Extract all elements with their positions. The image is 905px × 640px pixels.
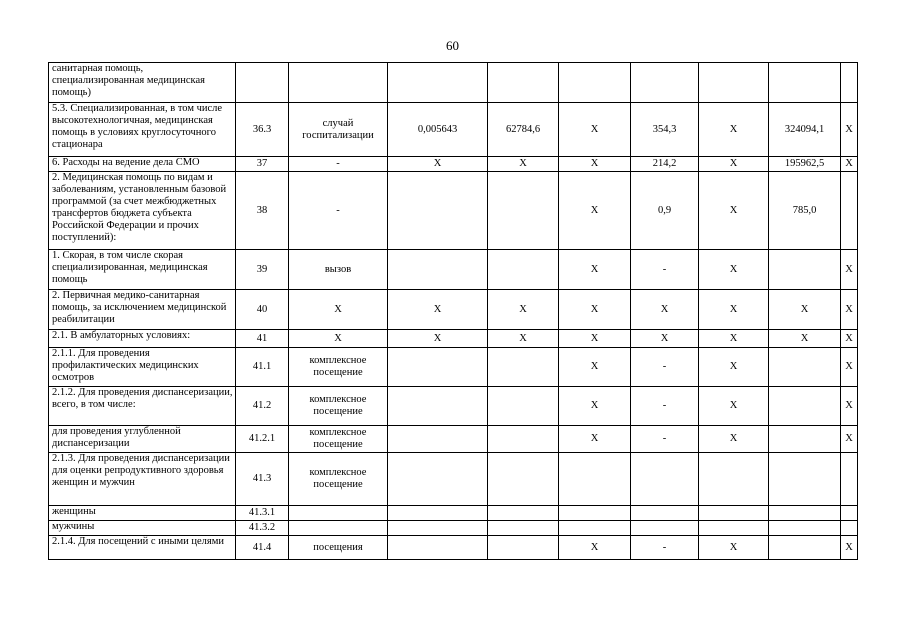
- cell-total-oms: [769, 453, 841, 506]
- cell-percap-budget: X: [559, 290, 631, 330]
- cell-percap-oms: [631, 63, 699, 103]
- cell-share: X: [841, 387, 858, 426]
- cell-cost-norm: X: [488, 330, 559, 348]
- cell-name: 2. Медицинская помощь по видам и заболеваниям, установленным базовой программой (за счет межбюджетных трансфертов бюджета субъекта Российской Федерации и прочих поступлений):: [49, 172, 236, 250]
- cell-percap-budget: X: [559, 157, 631, 172]
- table-row: [49, 157, 858, 172]
- cell-percap-oms: -: [631, 426, 699, 453]
- table-row: [49, 250, 858, 290]
- cell-name: 2.1. В амбулаторных условиях:: [49, 330, 236, 348]
- cell-total-budget: X: [699, 172, 769, 250]
- cell-unit: [289, 521, 388, 536]
- cell-volume-norm: [388, 172, 488, 250]
- cell-share: X: [841, 426, 858, 453]
- cell-row-code: 41.3.1: [236, 506, 289, 521]
- cell-percap-budget: X: [559, 250, 631, 290]
- cell-unit: X: [289, 290, 388, 330]
- table-row: [49, 63, 858, 103]
- cell-percap-oms: [631, 453, 699, 506]
- cell-row-code: 41: [236, 330, 289, 348]
- cell-unit: -: [289, 172, 388, 250]
- cell-unit: [289, 63, 388, 103]
- cell-percap-budget: X: [559, 387, 631, 426]
- cell-name: санитарная помощь, специализированная медицинская помощь): [49, 63, 236, 103]
- cell-percap-budget: X: [559, 103, 631, 157]
- cell-name: женщины: [49, 506, 236, 521]
- table-row: [49, 348, 858, 387]
- table-row: [49, 536, 858, 560]
- cell-total-oms: X: [769, 330, 841, 348]
- cell-name: 2.1.1. Для проведения профилактических медицинских осмотров: [49, 348, 236, 387]
- cell-total-oms: 195962,5: [769, 157, 841, 172]
- table-row: [49, 290, 858, 330]
- cell-name: 2.1.2. Для проведения диспансеризации, всего, в том числе:: [49, 387, 236, 426]
- cell-unit: -: [289, 157, 388, 172]
- cell-share: X: [841, 330, 858, 348]
- cell-total-oms: 324094,1: [769, 103, 841, 157]
- cell-total-oms: [769, 250, 841, 290]
- cell-unit: случай госпитализации: [289, 103, 388, 157]
- cell-share: X: [841, 157, 858, 172]
- cell-total-budget: X: [699, 103, 769, 157]
- cell-total-budget: X: [699, 387, 769, 426]
- cell-percap-oms: -: [631, 250, 699, 290]
- cell-total-oms: [769, 506, 841, 521]
- cell-cost-norm: [488, 387, 559, 426]
- cell-total-oms: [769, 63, 841, 103]
- cell-name: 2. Первичная медико-санитарная помощь, за исключением медицинской реабилитации: [49, 290, 236, 330]
- table-row: [49, 103, 858, 157]
- cell-percap-budget: [559, 521, 631, 536]
- cell-total-oms: 785,0: [769, 172, 841, 250]
- cell-share: [841, 63, 858, 103]
- cell-percap-oms: 214,2: [631, 157, 699, 172]
- cell-percap-budget: [559, 506, 631, 521]
- cell-percap-budget: X: [559, 330, 631, 348]
- cell-percap-budget: [559, 63, 631, 103]
- cell-percap-oms: 0,9: [631, 172, 699, 250]
- cell-cost-norm: [488, 536, 559, 560]
- cell-percap-budget: X: [559, 536, 631, 560]
- cell-total-oms: [769, 348, 841, 387]
- cell-row-code: 41.4: [236, 536, 289, 560]
- cell-volume-norm: [388, 521, 488, 536]
- cell-volume-norm: [388, 506, 488, 521]
- cell-share: X: [841, 103, 858, 157]
- cell-total-budget: X: [699, 536, 769, 560]
- cell-cost-norm: X: [488, 157, 559, 172]
- cell-row-code: 41.3.2: [236, 521, 289, 536]
- cell-row-code: 41.1: [236, 348, 289, 387]
- cell-percap-oms: X: [631, 290, 699, 330]
- cell-name: мужчины: [49, 521, 236, 536]
- cell-percap-budget: X: [559, 172, 631, 250]
- cell-total-oms: [769, 536, 841, 560]
- cell-unit: комплексное посещение: [289, 387, 388, 426]
- cell-unit: комплексное посещение: [289, 453, 388, 506]
- cell-unit: комплексное посещение: [289, 348, 388, 387]
- cell-cost-norm: [488, 506, 559, 521]
- cell-name: 2.1.3. Для проведения диспансеризации для оценки репродуктивного здоровья женщин и мужчин: [49, 453, 236, 506]
- table-row: [49, 330, 858, 348]
- cell-percap-oms: 354,3: [631, 103, 699, 157]
- cell-total-budget: X: [699, 290, 769, 330]
- cell-volume-norm: [388, 387, 488, 426]
- cell-volume-norm: [388, 536, 488, 560]
- cell-row-code: 38: [236, 172, 289, 250]
- cell-total-oms: X: [769, 290, 841, 330]
- table-row: [49, 387, 858, 426]
- cell-share: [841, 506, 858, 521]
- cell-unit: [289, 506, 388, 521]
- cell-volume-norm: [388, 250, 488, 290]
- cell-percap-oms: X: [631, 330, 699, 348]
- cell-cost-norm: X: [488, 290, 559, 330]
- cell-unit: посещения: [289, 536, 388, 560]
- cell-total-budget: [699, 453, 769, 506]
- cell-cost-norm: [488, 63, 559, 103]
- data-table: [48, 62, 858, 560]
- cell-share: X: [841, 536, 858, 560]
- cell-total-budget: X: [699, 426, 769, 453]
- cell-total-budget: X: [699, 250, 769, 290]
- cell-total-budget: X: [699, 330, 769, 348]
- cell-cost-norm: [488, 172, 559, 250]
- cell-percap-budget: [559, 453, 631, 506]
- cell-name: 2.1.4. Для посещений с иными целями: [49, 536, 236, 560]
- cell-unit: вызов: [289, 250, 388, 290]
- cell-share: [841, 453, 858, 506]
- table-body: [49, 63, 858, 560]
- cell-name: 6. Расходы на ведение дела СМО: [49, 157, 236, 172]
- cell-cost-norm: [488, 348, 559, 387]
- cell-volume-norm: X: [388, 330, 488, 348]
- cell-total-budget: X: [699, 348, 769, 387]
- cell-total-budget: [699, 506, 769, 521]
- cell-name: 5.3. Специализированная, в том числе высокотехнологичная, медицинская помощь в условиях круглосуточного стационара: [49, 103, 236, 157]
- cell-total-oms: [769, 521, 841, 536]
- cell-total-oms: [769, 426, 841, 453]
- cell-total-budget: [699, 521, 769, 536]
- cell-percap-oms: [631, 506, 699, 521]
- cell-total-oms: [769, 387, 841, 426]
- cell-percap-budget: X: [559, 348, 631, 387]
- cell-volume-norm: X: [388, 290, 488, 330]
- table-row: [49, 453, 858, 506]
- cell-row-code: 36.3: [236, 103, 289, 157]
- table-row: [49, 521, 858, 536]
- cell-unit: X: [289, 330, 388, 348]
- cell-percap-oms: [631, 521, 699, 536]
- table-row: [49, 172, 858, 250]
- cell-volume-norm: [388, 426, 488, 453]
- cell-share: X: [841, 348, 858, 387]
- cell-row-code: 37: [236, 157, 289, 172]
- cell-volume-norm: [388, 453, 488, 506]
- cell-cost-norm: [488, 426, 559, 453]
- cell-unit: комплексное посещение: [289, 426, 388, 453]
- cell-volume-norm: 0,005643: [388, 103, 488, 157]
- cell-share: X: [841, 290, 858, 330]
- table-row: [49, 506, 858, 521]
- cell-name: для проведения углубленной диспансеризации: [49, 426, 236, 453]
- cell-cost-norm: [488, 453, 559, 506]
- cell-share: [841, 172, 858, 250]
- cell-percap-oms: -: [631, 348, 699, 387]
- cell-total-budget: X: [699, 157, 769, 172]
- cell-row-code: 40: [236, 290, 289, 330]
- cell-row-code: 41.2: [236, 387, 289, 426]
- cell-volume-norm: X: [388, 157, 488, 172]
- cell-row-code: [236, 63, 289, 103]
- cell-total-budget: [699, 63, 769, 103]
- cell-row-code: 39: [236, 250, 289, 290]
- cell-row-code: 41.3: [236, 453, 289, 506]
- cell-name: 1. Скорая, в том числе скорая специализированная, медицинская помощь: [49, 250, 236, 290]
- cell-percap-oms: -: [631, 387, 699, 426]
- cell-volume-norm: [388, 348, 488, 387]
- cell-cost-norm: [488, 521, 559, 536]
- cell-percap-oms: -: [631, 536, 699, 560]
- cell-cost-norm: 62784,6: [488, 103, 559, 157]
- cell-share: [841, 521, 858, 536]
- cell-percap-budget: X: [559, 426, 631, 453]
- cell-share: X: [841, 250, 858, 290]
- page-number: 60: [446, 38, 459, 53]
- cell-row-code: 41.2.1: [236, 426, 289, 453]
- cell-volume-norm: [388, 63, 488, 103]
- cell-cost-norm: [488, 250, 559, 290]
- table-row: [49, 426, 858, 453]
